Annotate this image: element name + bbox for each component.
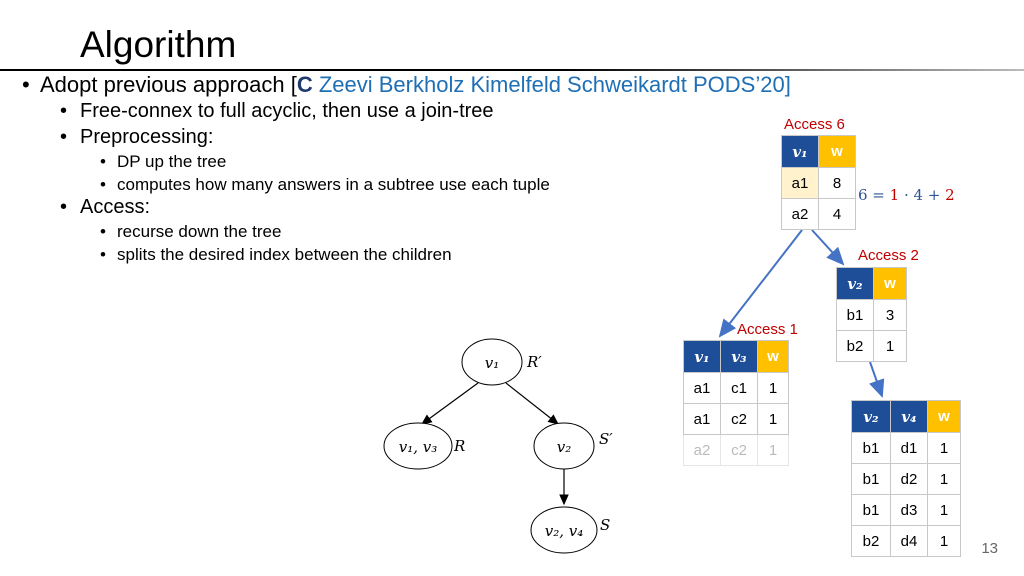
table-cell: a1 xyxy=(684,373,721,404)
bullet-dp-text: DP up the tree xyxy=(117,152,227,171)
bullet-adopt: • Adopt previous approach [C Zeevi Berkholz Kimelfeld Schweikardt PODS’20] xyxy=(22,72,791,97)
bullet-computes: • computes how many answers in a subtree use each tuple xyxy=(100,175,550,194)
table-cell: 3 xyxy=(874,300,907,331)
tree-node-right-rel: S′ xyxy=(599,430,613,448)
table-cell: d3 xyxy=(891,495,928,526)
tree-node-bottom-rel: S xyxy=(600,516,611,534)
table-cell: 8 xyxy=(819,168,856,199)
table-row xyxy=(837,300,907,331)
tree-node-left-rel: R xyxy=(454,437,466,455)
access-2-label: Access 2 xyxy=(858,247,919,264)
tree-node-root-label: v₁ xyxy=(484,354,500,372)
bullet-adopt-text: Adopt previous approach [ xyxy=(40,72,297,97)
table-cell: b1 xyxy=(852,495,891,526)
table-cell: d1 xyxy=(891,433,928,464)
table-root-header-v1: 𝒗₁ xyxy=(782,136,819,168)
tree-node-bottom-label: v₂, v₄ xyxy=(544,522,584,540)
access-1-label: Access 1 xyxy=(737,321,798,338)
table-row xyxy=(852,495,961,526)
table-cell: 1 xyxy=(758,404,789,435)
table-r-header-v1: 𝒗₁ xyxy=(684,341,721,373)
table-cell: 1 xyxy=(928,433,961,464)
tree-edge-right xyxy=(506,383,558,424)
table-cell: b2 xyxy=(852,526,891,557)
tree-node-right-label: v₂ xyxy=(556,438,572,456)
tree-node-root-rel: R′ xyxy=(527,353,542,371)
table-cell: b1 xyxy=(837,300,874,331)
table-cell: 1 xyxy=(758,373,789,404)
bullet-recurse-text: recurse down the tree xyxy=(117,222,282,241)
table-s xyxy=(851,400,961,557)
table-root xyxy=(781,135,856,230)
slide-title: Algorithm xyxy=(80,24,237,65)
table-cell: 4 xyxy=(819,199,856,230)
bullet-preprocessing-text: Preprocessing: xyxy=(80,126,214,148)
table-cell: b1 xyxy=(852,464,891,495)
bullet-free-connex: • Free-connex to full acyclic, then use a join-tree xyxy=(60,100,494,122)
table-s-prime-header-v2: 𝒗₂ xyxy=(837,268,874,300)
table-r-header-w: w xyxy=(758,341,789,373)
table-cell: a2 xyxy=(782,199,819,230)
table-row xyxy=(684,404,789,435)
bullet-access-text: Access: xyxy=(80,196,151,218)
tree-node-left-label: v₁, v₃ xyxy=(398,438,438,456)
access-equation xyxy=(858,186,955,204)
table-cell: c2 xyxy=(721,404,758,435)
equation-term-2: 2 xyxy=(945,186,955,204)
table-row xyxy=(852,526,961,557)
table-cell: 1 xyxy=(928,526,961,557)
table-s-header-v4: 𝒗₄ xyxy=(891,401,928,433)
bullet-access: • Access: xyxy=(60,196,151,218)
table-cell: a2 xyxy=(684,435,721,466)
table-root-header-w: w xyxy=(819,136,856,168)
table-s-header-w: w xyxy=(928,401,961,433)
table-cell: 1 xyxy=(758,435,789,466)
table-row xyxy=(782,168,856,199)
table-cell: 1 xyxy=(928,464,961,495)
table-row xyxy=(684,373,789,404)
table-row xyxy=(852,464,961,495)
citation-logo: C xyxy=(296,72,313,97)
equation-mid: · 4 + xyxy=(899,186,946,204)
table-cell: c1 xyxy=(721,373,758,404)
table-cell: a1 xyxy=(782,168,819,199)
bullet-computes-text: computes how many answers in a subtree use each tuple xyxy=(117,175,550,194)
table-s-prime xyxy=(836,267,907,362)
bullet-free-connex-text: Free-connex to full acyclic, then use a join-tree xyxy=(80,100,494,122)
bullet-recurse: • recurse down the tree xyxy=(100,222,282,241)
table-cell: d2 xyxy=(891,464,928,495)
table-row xyxy=(684,435,789,466)
access-arrow-to-s1 xyxy=(812,230,843,264)
table-cell: c2 xyxy=(721,435,758,466)
table-cell: 1 xyxy=(874,331,907,362)
page-number: 13 xyxy=(981,540,998,557)
table-s-prime-header-w: w xyxy=(874,268,907,300)
table-cell: a1 xyxy=(684,404,721,435)
table-cell: 1 xyxy=(928,495,961,526)
tree-edge-left xyxy=(422,383,478,424)
table-row xyxy=(782,199,856,230)
bullet-splits-text: splits the desired index between the children xyxy=(117,245,452,264)
table-s-header-v2: 𝒗₂ xyxy=(852,401,891,433)
access-6-label: Access 6 xyxy=(784,116,845,133)
table-r-header-v3: 𝒗₃ xyxy=(721,341,758,373)
bullet-splits: • splits the desired index between the children xyxy=(100,245,452,264)
table-row xyxy=(837,331,907,362)
access-arrow-to-s xyxy=(870,362,882,396)
bullet-preprocessing: • Preprocessing: xyxy=(60,126,214,148)
table-cell: d4 xyxy=(891,526,928,557)
equation-lhs: 6 = xyxy=(858,186,890,204)
table-row xyxy=(852,433,961,464)
equation-term-1: 1 xyxy=(889,186,900,204)
citation-link[interactable]: Zeevi Berkholz Kimelfeld Schweikardt PODS’20] xyxy=(312,72,791,97)
table-cell: b2 xyxy=(837,331,874,362)
bullet-dp: • DP up the tree xyxy=(100,152,227,171)
table-cell: b1 xyxy=(852,433,891,464)
table-r xyxy=(683,340,789,466)
